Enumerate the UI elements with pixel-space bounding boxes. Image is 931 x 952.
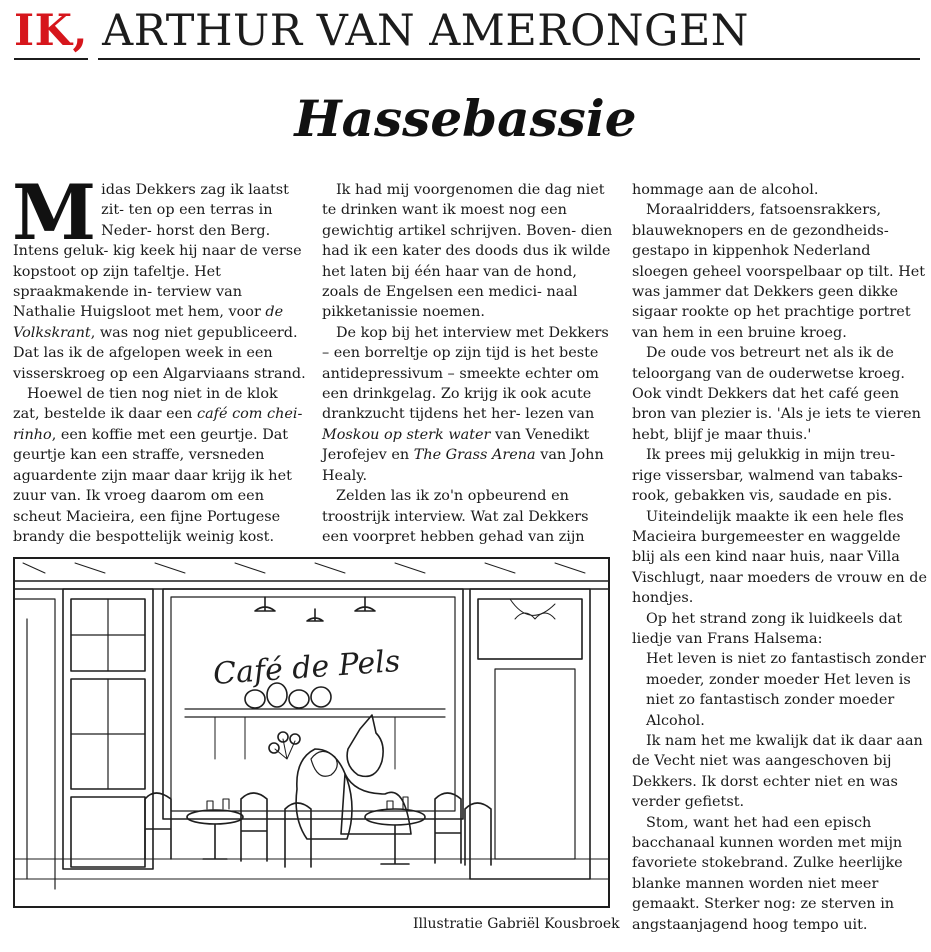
cafe-sign: Café de Pels [211,643,402,692]
illustration-credit: Illustratie Gabriël Kousbroek [413,916,620,932]
song-lyrics: Het leven is niet zo fantastisch zonder moeder, zonder moeder Het leven is niet zo fantastisch zonder moeder Alcohol. [646,651,926,729]
paragraph: Uiteindelijk maakte ik een hele fles Macieira burgemeester en waggelde blij als een kind naar huis, naar Villa Vischlugt, naar moeders de vrouw en de hondjes. [632,508,927,607]
article-column-2 [322,180,617,547]
paragraph: hommage aan de alcohol. [632,182,819,198]
column-kicker: IK, [14,6,88,56]
paragraph: Ik nam het me kwalijk dat ik daar aan de Vecht niet was aangeschoven bij Dekkers. Ik dorst echter niet en was verder gefietst. [632,732,923,811]
paragraph: Op het strand zong ik luidkeels dat liedje van Frans Halsema: [632,610,903,647]
article-column-1 [12,168,308,547]
paragraph: Hoewel de tien nog niet in de klok zat, bestelde ik daar een café com chei- rinho, een koffie met een geurtje. Dat geurtje kan een straffe, versneden aguardente zijn maar daar krijg ik het zuur van. Ik vroeg daarom om een scheut Macieira, een fijne Portugese brandy die bespottelijk weinig kost. [13,386,303,545]
column-header-text [14,2,749,60]
paragraph: De kop bij het interview met Dekkers – een borreltje op zijn tijd is het beste antidepressivum – smeekte echter om een drinkgelag. Zo krijg ik ook acute drankzucht tijdens het her- lezen van Moskou op sterk water van Venedikt Jerofejev en The Grass Arena van John Healy. [322,324,609,484]
drop-cap: M [12,168,97,257]
paragraph: Ik prees mij gelukkig in mijn treu- rige vissersbar, walmend van tabaks- rook, gebakken vis, saudade en pis. [632,447,903,505]
header-rule-left [14,58,88,60]
illustration [13,557,610,908]
header-rule-right [98,58,920,60]
paragraph [12,168,308,384]
paragraph: Ik had mij voorgenomen die dag niet te drinken want ik moest nog een gewichtig artikel schrijven. Boven- dien had ik een kater des doods dus ik wilde het laten bij één haar van de hond, zoals de Engelsen een medici- naal pikketanissie noemen. [322,182,613,321]
paragraph: Moraalridders, fatsoensrakkers, blauweknopers en de gezondheids- gestapo in kippenhok Nederland sloegen geheel voorspelbaar op tilt. Het was jammer dat Dekkers geen dikke sigaar rookte op het prachtige portret van hem in een bruine kroeg. [632,202,926,341]
author-name: ARTHUR VAN AMERONGEN [87,6,749,56]
paragraph: Zelden las ik zo'n opbeurend en troostrijk interview. Wat zal Dekkers een voorpret hebben gehad van zijn [322,488,589,545]
article-column-3 [632,180,927,935]
column-header [14,2,920,64]
paragraph: Stom, want het had een episch bacchanaal kunnen worden met mijn favoriete stokebrand. Zulke heerlijke blanke mannen worden niet meer gemaakt. Sterker nog: ze sterven in angstaanjagend hoog tempo uit. [632,814,903,933]
paragraph: De oude vos betreurt net als ik de teloorgang van de ouderwetse kroeg. Ook vindt Dekkers dat het café geen bron van plezier is. 'Als je iets te vieren hebt, blijf je maar thuis.' [632,345,921,443]
paragraph-lines: idas Dekkers zag ik laatst zit- ten op een terras in Neder- horst den Berg. Intens geluk- kig keek hij naar de verse kopstoot op zijn tafeltje. Het spraakmakende in- terview van Nathalie Huigsloot met hem, voor de Volkskrant, was nog niet gepubliceerd. Dat las ik de afgelopen week in een visserskroeg op een Algarviaans strand. [13,182,306,382]
cafe-illustration [15,559,608,906]
article-title: Hassebassie [294,89,637,148]
